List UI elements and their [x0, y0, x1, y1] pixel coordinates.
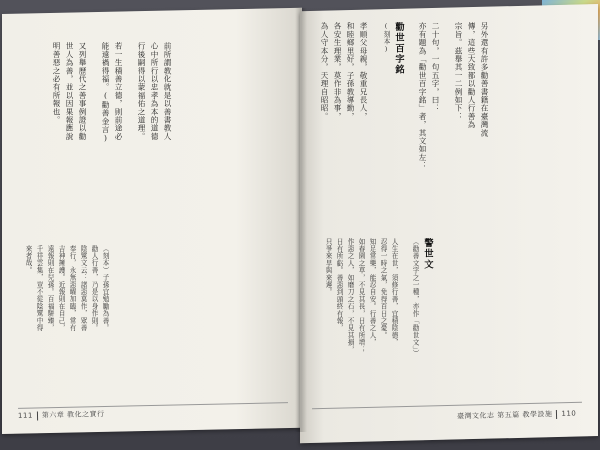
page-number: 110 [561, 409, 577, 418]
left-lower-column: 陰騭文云：諸惡莫作，眾善 [79, 245, 87, 332]
left-lower-column: 千祥雲集，豈不從陰騭中得 [35, 245, 43, 332]
right-lower-column: 忍得一時之氣，免得百日之憂。 [379, 238, 387, 339]
left-text-column: 明善惡之必有所報也。 [52, 42, 61, 124]
left-text-column: 前所謂教化就是以善書教人 [163, 42, 172, 141]
book-title: 臺灣文化志 [456, 411, 495, 421]
right-lower-column: 只爭來早與來遲。 [324, 238, 332, 296]
left-text-column: 世人為善，並以因果報應說 [65, 42, 74, 141]
poem-column: 孝順父母親，敬重兄長人， [359, 22, 368, 121]
right-lower-column: 作惡之人，如磨刀之石，不見其損， [346, 238, 354, 354]
right-lower-column: 知足常樂，能忍自安。行善之人， [368, 238, 376, 346]
right-lower-column: 如春園之草，不見其長，日有所增； [357, 238, 365, 354]
intro-column: 傳，這些大致都以勸人行善為 [467, 22, 476, 129]
heading-note: (刻本) [382, 22, 390, 54]
poem-column: 為人守本分，天理自昭昭。 [320, 22, 329, 121]
verse-intro-column: 亦有題為「勸世百字銘」者，其文如左： [418, 22, 427, 170]
left-lower-column: 來者哉。 [24, 245, 32, 274]
left-text-column: 能遠禍得福。(勸善金言) [101, 42, 110, 144]
left-lower-column: 吉神擁護。近報則在自己， [57, 245, 65, 332]
left-lower-column: （刻本）子孫宜勉勵為善。 [101, 245, 109, 332]
left-page-footer [18, 409, 105, 421]
right-lower-column: 人生在世，須修行善，宜積陰德， [390, 238, 398, 346]
subsection-label: 教學設施 [522, 410, 553, 419]
chapter-label: 第六章 [41, 410, 65, 420]
section-label: 第五篇 [496, 410, 520, 420]
left-text-column: 心中所行以忠孝為本的道德 [150, 42, 159, 141]
left-lower-text-block [22, 245, 110, 395]
left-text-column: 若一生積善立德，則前途必 [114, 42, 123, 141]
page-number: 111 [17, 411, 33, 420]
right-lower-column: 日有所虧。善惡到頭終有報， [335, 238, 343, 332]
verse-intro-column: 二十句，一句五字，曰： [431, 22, 440, 113]
poem-column: 和睦鄉里好，子孫教導勤， [346, 22, 355, 121]
subsection-heading: 警世文 [422, 238, 433, 270]
left-lower-column: 奉行，永無惡曜加臨，常有 [68, 245, 76, 332]
intro-column: 宗旨。茲舉其一二例如下： [454, 22, 463, 121]
right-upper-text-block [318, 22, 491, 232]
left-text-column: 又列舉歷代之善事例證以勸 [78, 42, 87, 141]
left-lower-column: 遠報則在兒孫。百福駢臻， [46, 245, 54, 332]
poem-column: 各安生理業，莫作非為事， [333, 22, 342, 121]
subsection-note: （勸善文字之一種，亦作「勸世文」） [411, 238, 419, 358]
book-gutter [295, 8, 307, 432]
left-text-column: 行後嗣得以蒙福佑之道理。 [137, 42, 146, 141]
section-label: 教化之實行 [67, 410, 105, 419]
intro-column: 另外還有許多勸善書籍在臺灣流 [480, 22, 489, 137]
section-heading: 勸世百字銘 [393, 22, 404, 75]
right-lower-text-block [322, 238, 435, 408]
left-lower-column: 勸人行善，乃是以身作則。 [90, 245, 98, 332]
